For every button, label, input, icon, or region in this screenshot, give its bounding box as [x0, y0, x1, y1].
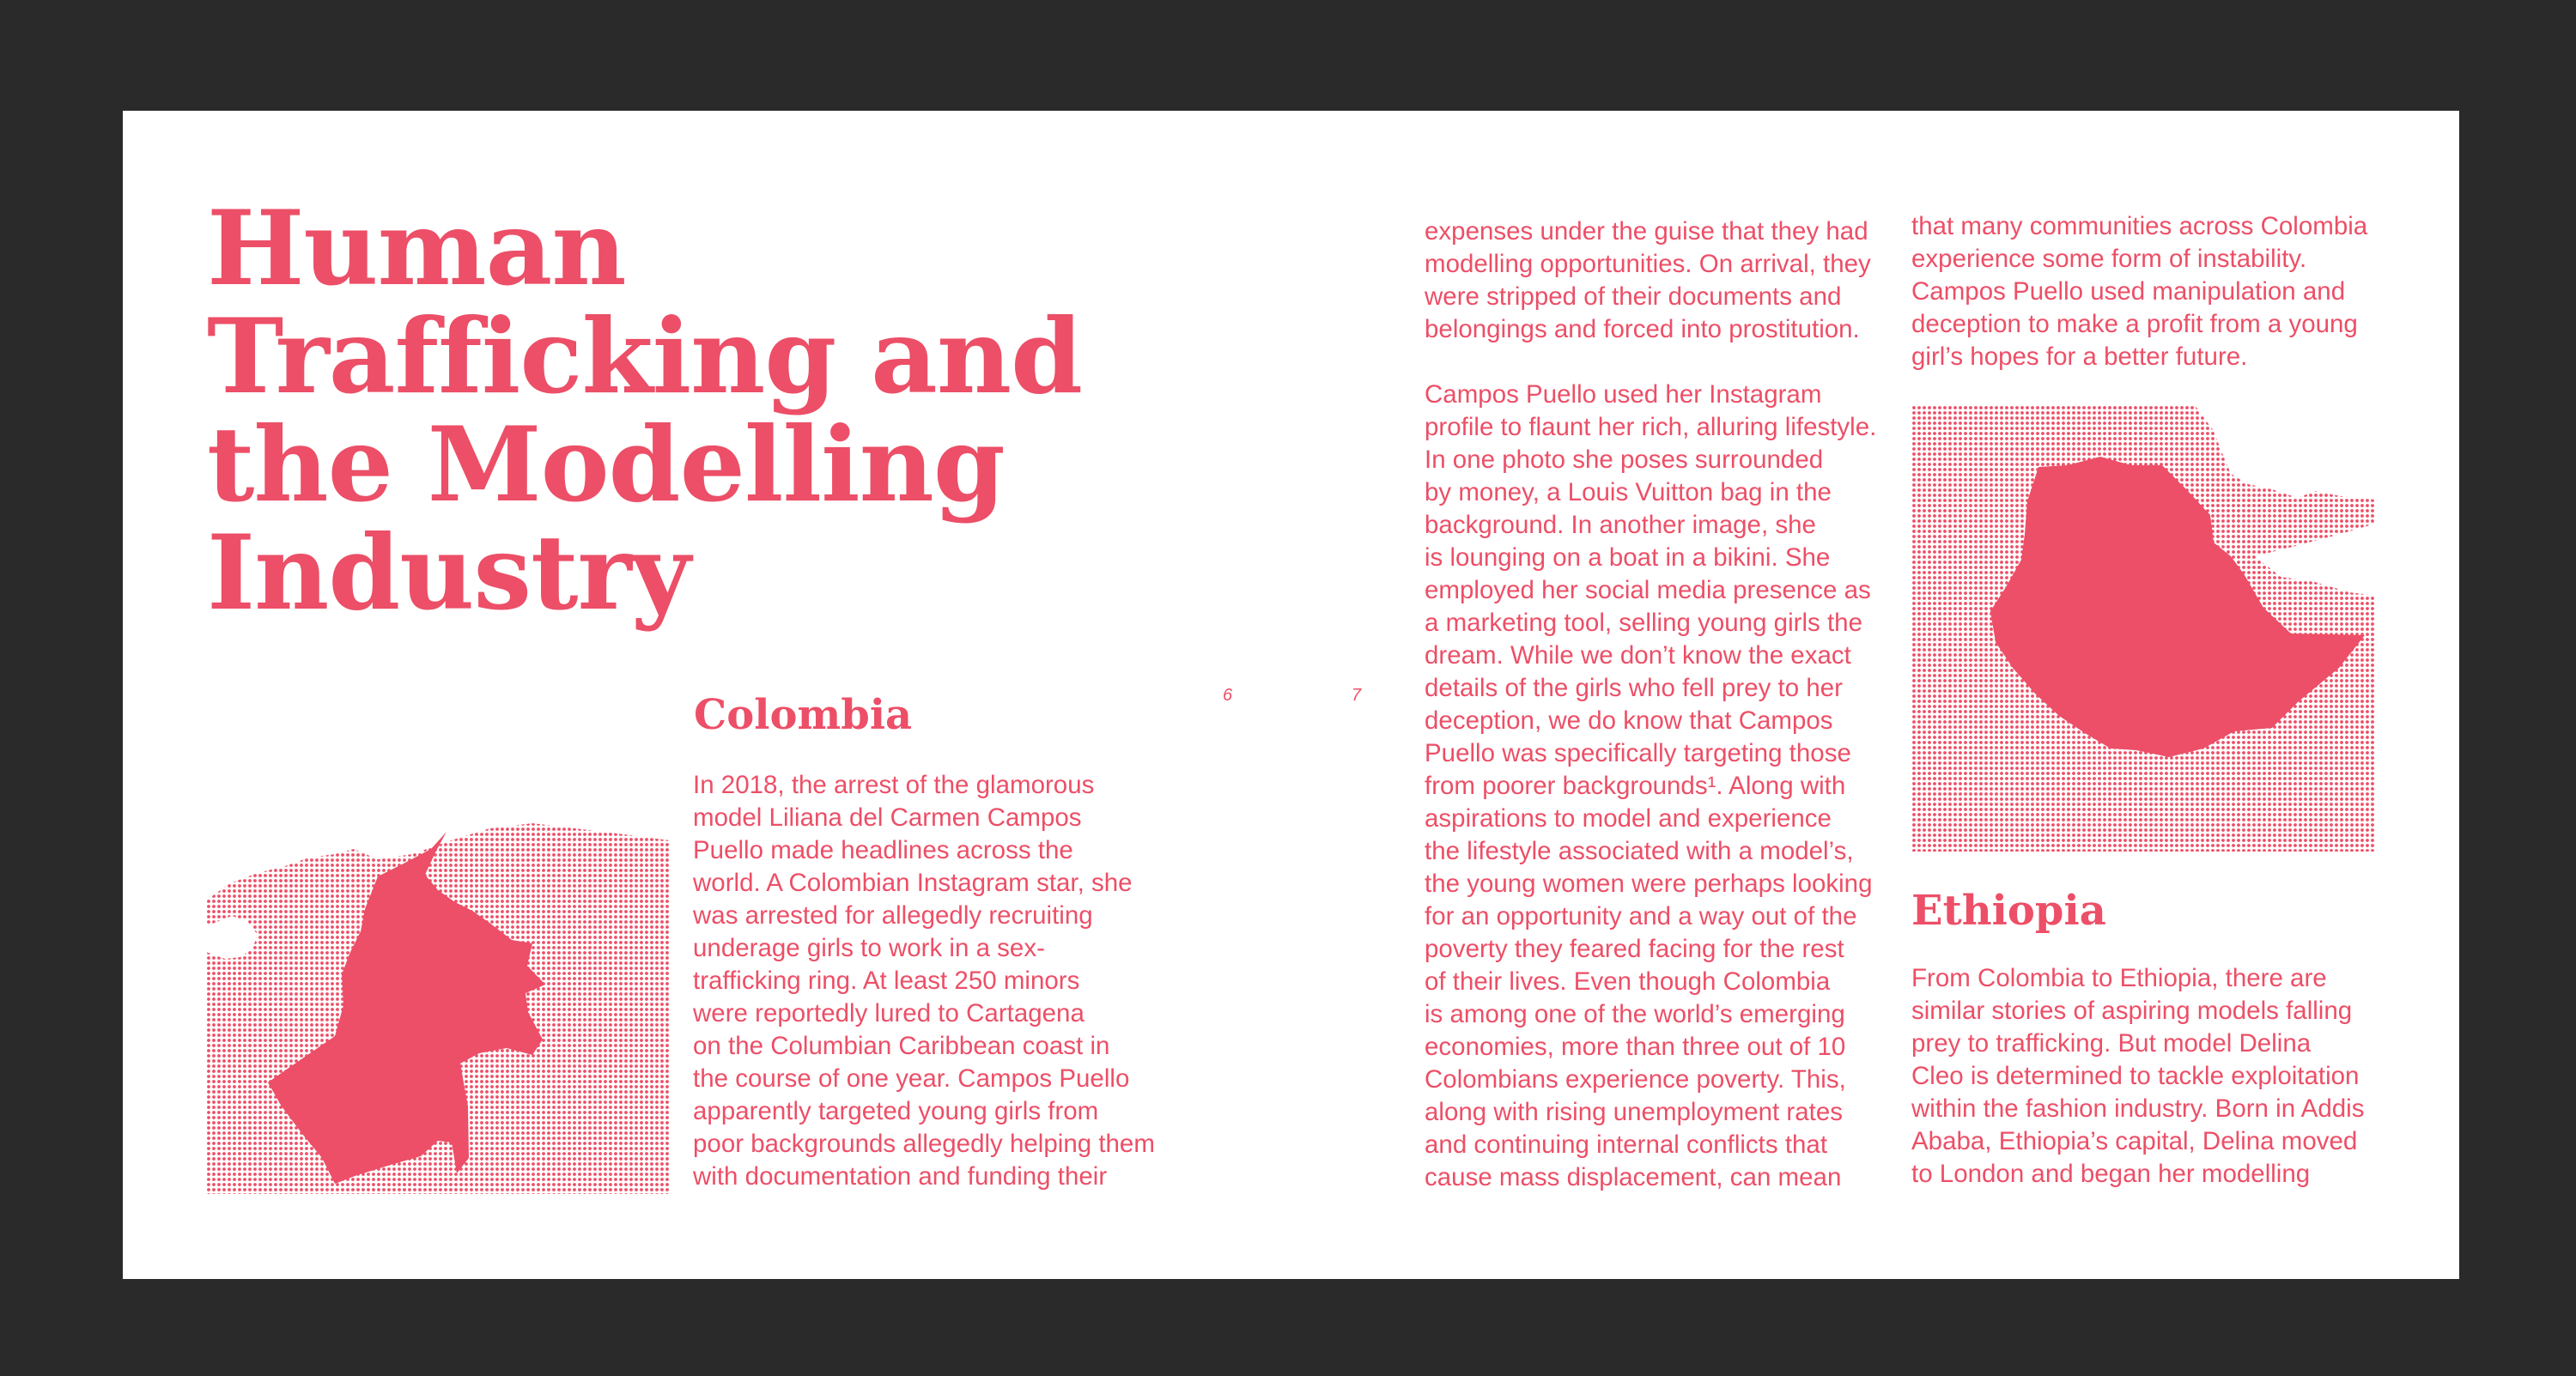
text-line: and continuing internal conflicts that: [1425, 1131, 1828, 1159]
section-heading-ethiopia: Ethiopia: [1911, 887, 2106, 935]
text-line: apparently targeted young girls from: [693, 1097, 1099, 1125]
text-line: background. In another image, she: [1425, 511, 1816, 539]
page-number-left: 6: [1223, 686, 1233, 705]
text-line: the lifestyle associated with a model’s,: [1425, 837, 1854, 865]
text-line: Ababa, Ethiopia’s capital, Delina moved: [1911, 1127, 2358, 1155]
text-line: were stripped of their documents and: [1425, 282, 1842, 311]
text-line: is among one of the world’s emerging: [1425, 1000, 1845, 1028]
column-two-text: [1425, 215, 1871, 346]
text-line: to London and began her modelling: [1911, 1160, 2311, 1188]
text-line: experience some form of instability.: [1911, 245, 2307, 273]
text-line: cause mass displacement, can mean: [1425, 1163, 1842, 1191]
text-line: aspirations to model and experience: [1425, 804, 1832, 833]
text-line: within the fashion industry. Born in Addis: [1911, 1094, 2365, 1123]
title-line: Trafficking and: [207, 296, 1083, 417]
text-line: on the Columbian Caribbean coast in: [693, 1032, 1110, 1060]
text-line: that many communities across Colombia: [1911, 212, 2368, 240]
text-line: deception to make a profit from a young: [1911, 310, 2358, 338]
text-line: the course of one year. Campos Puello: [693, 1064, 1130, 1093]
text-line: In one photo she poses surrounded: [1425, 446, 1824, 474]
text-line: similar stories of aspiring models falling: [1911, 997, 2353, 1025]
magazine-spread: [123, 111, 2459, 1279]
title-line: the Modelling: [207, 404, 1005, 525]
text-line: poor backgrounds allegedly helping them: [693, 1130, 1155, 1158]
page-number-right: 7: [1352, 686, 1362, 705]
text-line: Cleo is determined to tackle exploitation: [1911, 1062, 2360, 1090]
text-line: along with rising unemployment rates: [1425, 1098, 1843, 1126]
text-line: underage girls to work in a sex-: [693, 934, 1045, 962]
text-line: In 2018, the arrest of the glamorous: [693, 771, 1095, 799]
text-line: modelling opportunities. On arrival, they: [1425, 250, 1871, 278]
text-line: by money, a Louis Vuitton bag in the: [1425, 478, 1832, 506]
title-line: Industry: [207, 512, 690, 633]
text-line: for an opportunity and a way out of the: [1425, 902, 1857, 930]
text-line: Puello made headlines across the: [693, 836, 1073, 864]
text-line: expenses under the guise that they had: [1425, 217, 1868, 245]
text-line: deception, we do know that Campos: [1425, 706, 1833, 735]
text-line: the young women were perhaps looking: [1425, 870, 1873, 898]
colombia-body-text: [693, 769, 1155, 1193]
text-line: details of the girls who fell prey to her: [1425, 674, 1843, 702]
text-line: economies, more than three out of 10: [1425, 1033, 1846, 1061]
text-line: poverty they feared facing for the rest: [1425, 935, 1844, 963]
section-heading-colombia: Colombia: [694, 691, 913, 739]
text-line: model Liliana del Carmen Campos: [693, 803, 1082, 832]
text-line: is lounging on a boat in a bikini. She: [1425, 543, 1831, 572]
text-line: profile to flaunt her rich, alluring lifestyle.: [1425, 413, 1877, 441]
title-line: Human: [207, 188, 626, 309]
text-line: from poorer backgrounds¹. Along with: [1425, 772, 1846, 800]
text-line: a marketing tool, selling young girls the: [1425, 609, 1862, 637]
text-line: was arrested for allegedly recruiting: [693, 901, 1093, 930]
column-two-text: [1425, 379, 1876, 1194]
text-line: Puello was specifically targeting those: [1425, 739, 1851, 767]
article-title: [207, 188, 1237, 633]
text-line: Campos Puello used her Instagram: [1425, 380, 1822, 409]
text-line: of their lives. Even though Colombia: [1425, 967, 1831, 996]
text-line: Campos Puello used manipulation and: [1911, 277, 2346, 306]
column-three-text: [1911, 210, 2367, 373]
text-line: with documentation and funding their: [693, 1162, 1108, 1191]
text-line: dream. While we don’t know the exact: [1425, 641, 1851, 670]
text-line: trafficking ring. At least 250 minors: [693, 967, 1080, 995]
text-line: girl’s hopes for a better future.: [1911, 342, 2248, 371]
text-line: employed her social media presence as: [1425, 576, 1871, 604]
text-line: were reportedly lured to Cartagena: [693, 999, 1084, 1027]
text-line: belongings and forced into prostitution.: [1425, 315, 1860, 343]
ethiopia-map-icon: [1911, 405, 2375, 852]
ethiopia-body-text: [1911, 962, 2364, 1191]
text-line: From Colombia to Ethiopia, there are: [1911, 964, 2327, 992]
text-line: prey to trafficking. But model Delina: [1911, 1029, 2312, 1058]
text-line: world. A Colombian Instagram star, she: [693, 869, 1133, 897]
colombia-map-icon: [206, 780, 670, 1194]
text-line: Colombians experience poverty. This,: [1425, 1065, 1846, 1094]
